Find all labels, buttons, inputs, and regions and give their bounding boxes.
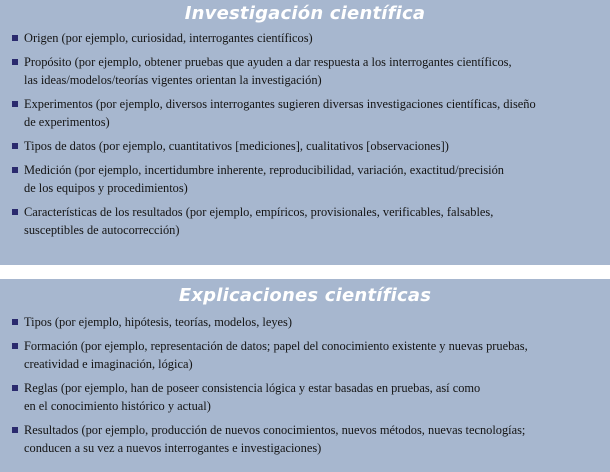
item-text: Medición (por ejemplo, incertidumbre inherente, reproducibilidad, variación, exactitud/precisión (24, 163, 504, 177)
list-item (12, 161, 610, 197)
list-item (12, 203, 610, 239)
list-item (12, 313, 610, 331)
item-text: Origen (por ejemplo, curiosidad, interrogantes científicos) (24, 31, 313, 45)
list-item (12, 137, 610, 155)
square-bullet-icon (12, 343, 18, 349)
item-text: susceptibles de autocorrección) (24, 223, 180, 237)
square-bullet-icon (12, 101, 18, 107)
item-list (0, 29, 610, 239)
item-text: Tipos (por ejemplo, hipótesis, teorías, modelos, leyes) (24, 315, 292, 329)
list-item (12, 421, 610, 457)
item-list (0, 313, 610, 457)
item-text: Experimentos (por ejemplo, diversos interrogantes sugieren diversas investigaciones científicas, diseño (24, 97, 536, 111)
square-bullet-icon (12, 385, 18, 391)
list-item (12, 53, 610, 89)
square-bullet-icon (12, 209, 18, 215)
list-item (12, 95, 610, 131)
square-bullet-icon (12, 319, 18, 325)
item-text: Tipos de datos (por ejemplo, cuantitativos [mediciones], cualitativos [observaciones]) (24, 139, 449, 153)
item-text: en el conocimiento histórico y actual) (24, 399, 211, 413)
item-text: de experimentos) (24, 115, 110, 129)
list-item (12, 337, 610, 373)
item-text: Reglas (por ejemplo, han de poseer consistencia lógica y estar basadas en pruebas, así como (24, 381, 481, 395)
square-bullet-icon (12, 59, 18, 65)
list-item (12, 29, 610, 47)
item-text: de los equipos y procedimientos) (24, 181, 188, 195)
square-bullet-icon (12, 167, 18, 173)
square-bullet-icon (12, 35, 18, 41)
item-text: creatividad e imaginación, lógica) (24, 357, 193, 371)
item-text: las ideas/modelos/teorías vigentes orientan la investigación) (24, 73, 322, 87)
item-text: Propósito (por ejemplo, obtener pruebas que ayuden a dar respuesta a los interrogantes científicos, (24, 55, 512, 69)
square-bullet-icon (12, 143, 18, 149)
section-explicaciones (0, 279, 610, 472)
item-text: Características de los resultados (por ejemplo, empíricos, provisionales, verificables, falsables, (24, 205, 494, 219)
square-bullet-icon (12, 427, 18, 433)
item-text: Formación (por ejemplo, representación de datos; papel del conocimiento existente y nuevas pruebas, (24, 339, 528, 353)
section-title: Investigación científica (184, 3, 426, 24)
section-title: Explicaciones científicas (178, 285, 432, 306)
list-item (12, 379, 610, 415)
item-text: conducen a su vez a nuevos interrogantes e investigaciones) (24, 441, 322, 455)
item-text: Resultados (por ejemplo, producción de nuevos conocimientos, nuevos métodos, nuevas tecnologías; (24, 423, 526, 437)
